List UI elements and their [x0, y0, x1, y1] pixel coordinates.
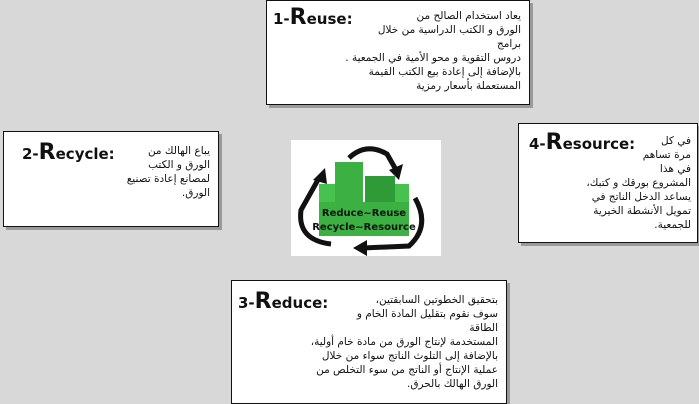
reduce-line: بالإضافة إلى التلوث الناتج سواء من خلال: [321, 350, 498, 362]
reduce-box: [231, 280, 507, 404]
reuse-heading: 1-Reuse:: [273, 5, 353, 30]
green-building-icon: [395, 184, 409, 202]
reuse-line: المستعملة بأسعار رمزية: [416, 80, 521, 92]
recycle-line: الورق و الكتب لمصانع إعادة تصنيع: [126, 159, 210, 185]
resource-line: يساعد الدخل الناتج في: [591, 191, 691, 203]
reduce-line: عملية الإنتاج أو الناتج من سوء التخلص من: [316, 364, 498, 376]
logo-text-line-1: Reduce~Reuse: [321, 208, 407, 219]
green-building-icon: [319, 184, 335, 202]
reuse-line: الورق و الكتب الدراسية من خلال برامج: [377, 24, 521, 50]
recycle-logo: [291, 140, 441, 256]
resource-line: تمويل الأنشطة الخيرية: [593, 205, 691, 217]
recycle-line: الورق.: [181, 187, 210, 199]
resource-line: للجمعية.: [654, 219, 691, 231]
resource-line: المشروع بورقك و كتبك،: [586, 177, 691, 189]
resource-line: في كل: [660, 135, 691, 147]
reuse-line: يعاد استخدام الصالح من: [416, 10, 521, 22]
logo-text-line-2: Recycle~Resource: [312, 222, 416, 233]
recycle-heading: 2-Recycle:: [22, 140, 115, 165]
reuse-line: دروس التقوية و محو الأمية في الجمعية .: [345, 52, 521, 64]
reduce-line: سوف نقوم بتقليل المادة الخام و الطاقة: [356, 308, 498, 334]
reduce-line: بتحقيق الخطوتين السابقتين،: [375, 294, 498, 306]
resource-box: [518, 123, 698, 243]
reuse-line: بالإضافة إلى إعادة بيع الكتب القيمة: [368, 66, 521, 78]
recycle-line: يباع الهالك من: [147, 145, 210, 157]
green-building-icon: [365, 176, 395, 202]
resource-heading: 4-Resource:: [529, 130, 636, 155]
reuse-box: [266, 0, 530, 105]
recycle-logo-graphic: [291, 140, 441, 256]
green-building-icon: [335, 162, 363, 202]
reduce-line: المستخدمة لإنتاج الورق من مادة خام أولية،: [310, 336, 498, 348]
recycle-box: [3, 131, 219, 227]
reduce-heading: 3-Reduce:: [238, 289, 329, 314]
resource-line: مرة تساهم في هذا: [642, 149, 691, 175]
reduce-line: الورق الهالك بالحرق.: [406, 378, 498, 390]
